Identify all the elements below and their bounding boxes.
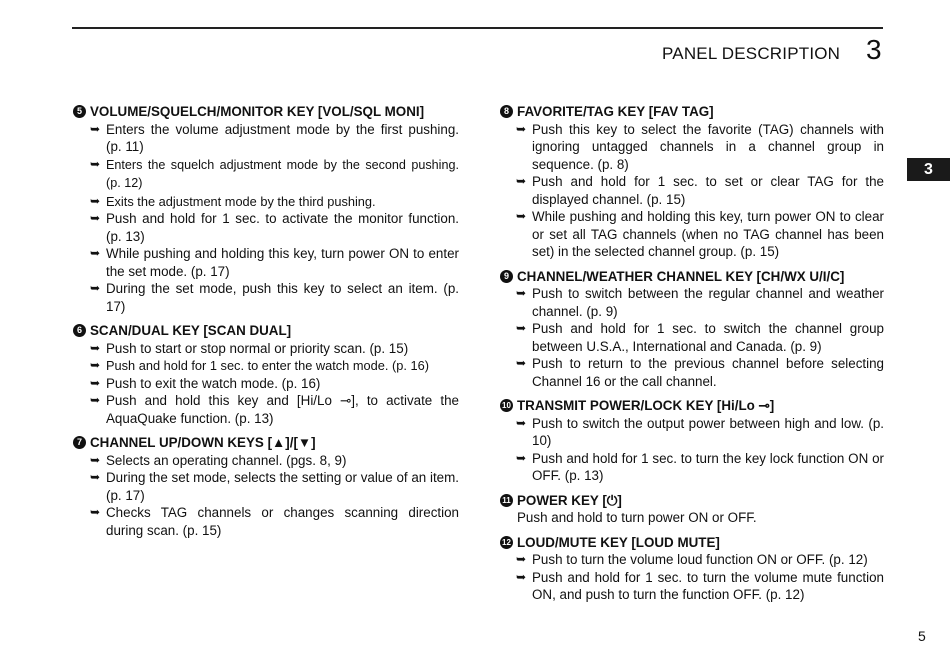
arrow-bullet-icon: ➥	[90, 281, 101, 295]
section-number-badge: 11	[500, 494, 513, 507]
list-item: ➥ Push to switch between the regular channel and weather channel. (p. 9)	[516, 286, 884, 319]
list-item: ➥ Selects an operating channel. (pgs. 8, 9)	[90, 452, 347, 468]
arrow-bullet-icon: ➥	[90, 193, 101, 208]
left-column	[73, 103, 459, 546]
list-item: ➥ During the set mode, push this key to select an item. (p. 17)	[90, 281, 459, 314]
list-item: ➥ Push and hold for 1 sec. to turn the volume mute function ON, and push to turn the function OFF. (p. 12)	[516, 569, 884, 602]
list-item: ➥ Push and hold for 1 sec. to turn the key lock function ON or OFF. (p. 13)	[516, 450, 884, 483]
arrow-bullet-icon: ➥	[90, 375, 101, 390]
arrow-bullet-icon: ➥	[90, 452, 101, 467]
section-vol-sql-moni	[73, 103, 459, 315]
list-item: ➥ During the set mode, selects the setting or value of an item. (p. 17)	[90, 470, 459, 503]
list-item: ➥ Push and hold this key and [Hi/Lo ⊸], to activate the AquaQuake function. (p. 13)	[90, 393, 459, 426]
arrow-bullet-icon: ➥	[516, 174, 527, 188]
arrow-bullet-icon: ➥	[90, 211, 101, 225]
arrow-bullet-icon: ➥	[516, 450, 527, 465]
list-item: ➥ Push and hold for 1 sec. to switch the channel group between U.S.A., International and Canada. (p. 9)	[516, 321, 884, 354]
section-number-badge: 12	[500, 536, 513, 549]
section-number-badge: 8	[500, 105, 513, 118]
list-item: ➥ Push to turn the volume loud function ON or OFF. (p. 12)	[516, 552, 868, 567]
list-item: ➥ While pushing and holding this key, turn power ON to enter the set mode. (p. 17)	[90, 246, 459, 279]
section-title: FAVORITE/TAG KEY [FAV TAG]	[517, 104, 714, 119]
chapter-number: 3	[866, 34, 882, 65]
arrow-bullet-icon: ➥	[516, 552, 527, 566]
list-item: ➥ Push to exit the watch mode. (p. 16)	[90, 375, 321, 391]
list-item: ➥ Push this key to select the favorite (TAG) channels with ignoring untagged channels in a channel group in sequence. (p. 8)	[516, 121, 884, 172]
arrow-bullet-icon: ➥	[90, 470, 101, 484]
list-item: ➥ Enters the volume adjustment mode by the first pushing. (p. 11)	[90, 121, 459, 154]
arrow-bullet-icon: ➥	[516, 209, 527, 223]
list-item: ➥ Enters the squelch adjustment mode by the second pushing. (p. 12)	[90, 156, 459, 190]
arrow-bullet-icon: ➥	[516, 286, 527, 300]
list-item: ➥ Push to start or stop normal or priority scan. (p. 15)	[90, 340, 409, 356]
list-item: ➥ Push and hold for 1 sec. to enter the watch mode. (p. 16)	[90, 358, 429, 373]
section-power-key	[500, 492, 884, 527]
section-number-badge: 5	[73, 105, 86, 118]
right-column	[500, 103, 884, 611]
section-fav-tag	[500, 103, 884, 261]
page-number: 5	[918, 628, 926, 644]
arrow-bullet-icon: ➥	[516, 356, 527, 370]
section-number-badge: 6	[73, 324, 86, 337]
section-channel-up-down	[73, 434, 459, 539]
list-item: ➥ Push to return to the previous channel before selecting Channel 16 or the call channel.	[516, 356, 884, 389]
page-header-title: PANEL DESCRIPTION	[662, 44, 841, 63]
list-item: ➥ Checks TAG channels or changes scanning direction during scan. (p. 15)	[90, 505, 459, 538]
arrow-bullet-icon: ➥	[516, 569, 527, 584]
section-title: LOUD/MUTE KEY [LOUD MUTE]	[517, 534, 720, 550]
list-item: ➥ Push and hold for 1 sec. to set or clear TAG for the displayed channel. (p. 15)	[516, 174, 884, 207]
section-ch-wx	[500, 268, 884, 391]
arrow-bullet-icon: ➥	[90, 358, 101, 372]
arrow-bullet-icon: ➥	[90, 246, 101, 260]
header-rule	[72, 27, 883, 29]
list-item: ➥ Push and hold for 1 sec. to activate the monitor function. (p. 13)	[90, 211, 459, 244]
section-number-badge: 10	[500, 399, 513, 412]
section-title: POWER KEY [⏻]	[517, 492, 622, 508]
section-scan-dual	[73, 322, 459, 427]
section-transmit-power-lock	[500, 397, 884, 485]
arrow-bullet-icon: ➥	[90, 393, 101, 407]
arrow-bullet-icon: ➥	[90, 340, 101, 355]
arrow-bullet-icon: ➥	[516, 321, 527, 335]
list-item: ➥ Push to switch the output power between high and low. (p. 10)	[516, 415, 884, 448]
section-title: CHANNEL/WEATHER CHANNEL KEY [CH/WX U/I/C]	[517, 268, 845, 284]
section-number-badge: 7	[73, 436, 86, 449]
arrow-bullet-icon: ➥	[90, 505, 101, 519]
list-item: ➥ Exits the adjustment mode by the third pushing.	[90, 193, 376, 209]
section-title: TRANSMIT POWER/LOCK KEY [Hi/Lo ⊸]	[517, 398, 775, 413]
section-title: SCAN/DUAL KEY [SCAN DUAL]	[90, 323, 292, 338]
arrow-bullet-icon: ➥	[516, 415, 527, 430]
arrow-bullet-icon: ➥	[90, 156, 101, 171]
list-item: ➥ While pushing and holding this key, turn power ON to clear or set all TAG channels (when no TAG channel has been set) in the selected channel group. (p. 15)	[516, 209, 884, 259]
section-title: CHANNEL UP/DOWN KEYS [▲]/[▼]	[90, 435, 316, 450]
section-number-badge: 9	[500, 270, 513, 283]
section-text: Push and hold to turn power ON or OFF.	[517, 510, 757, 525]
arrow-bullet-icon: ➥	[516, 121, 527, 136]
chapter-side-tab: 3	[907, 158, 950, 181]
arrow-bullet-icon: ➥	[90, 121, 101, 136]
section-loud-mute	[500, 534, 884, 604]
section-title: VOLUME/SQUELCH/MONITOR KEY [VOL/SQL MONI]	[90, 104, 425, 119]
